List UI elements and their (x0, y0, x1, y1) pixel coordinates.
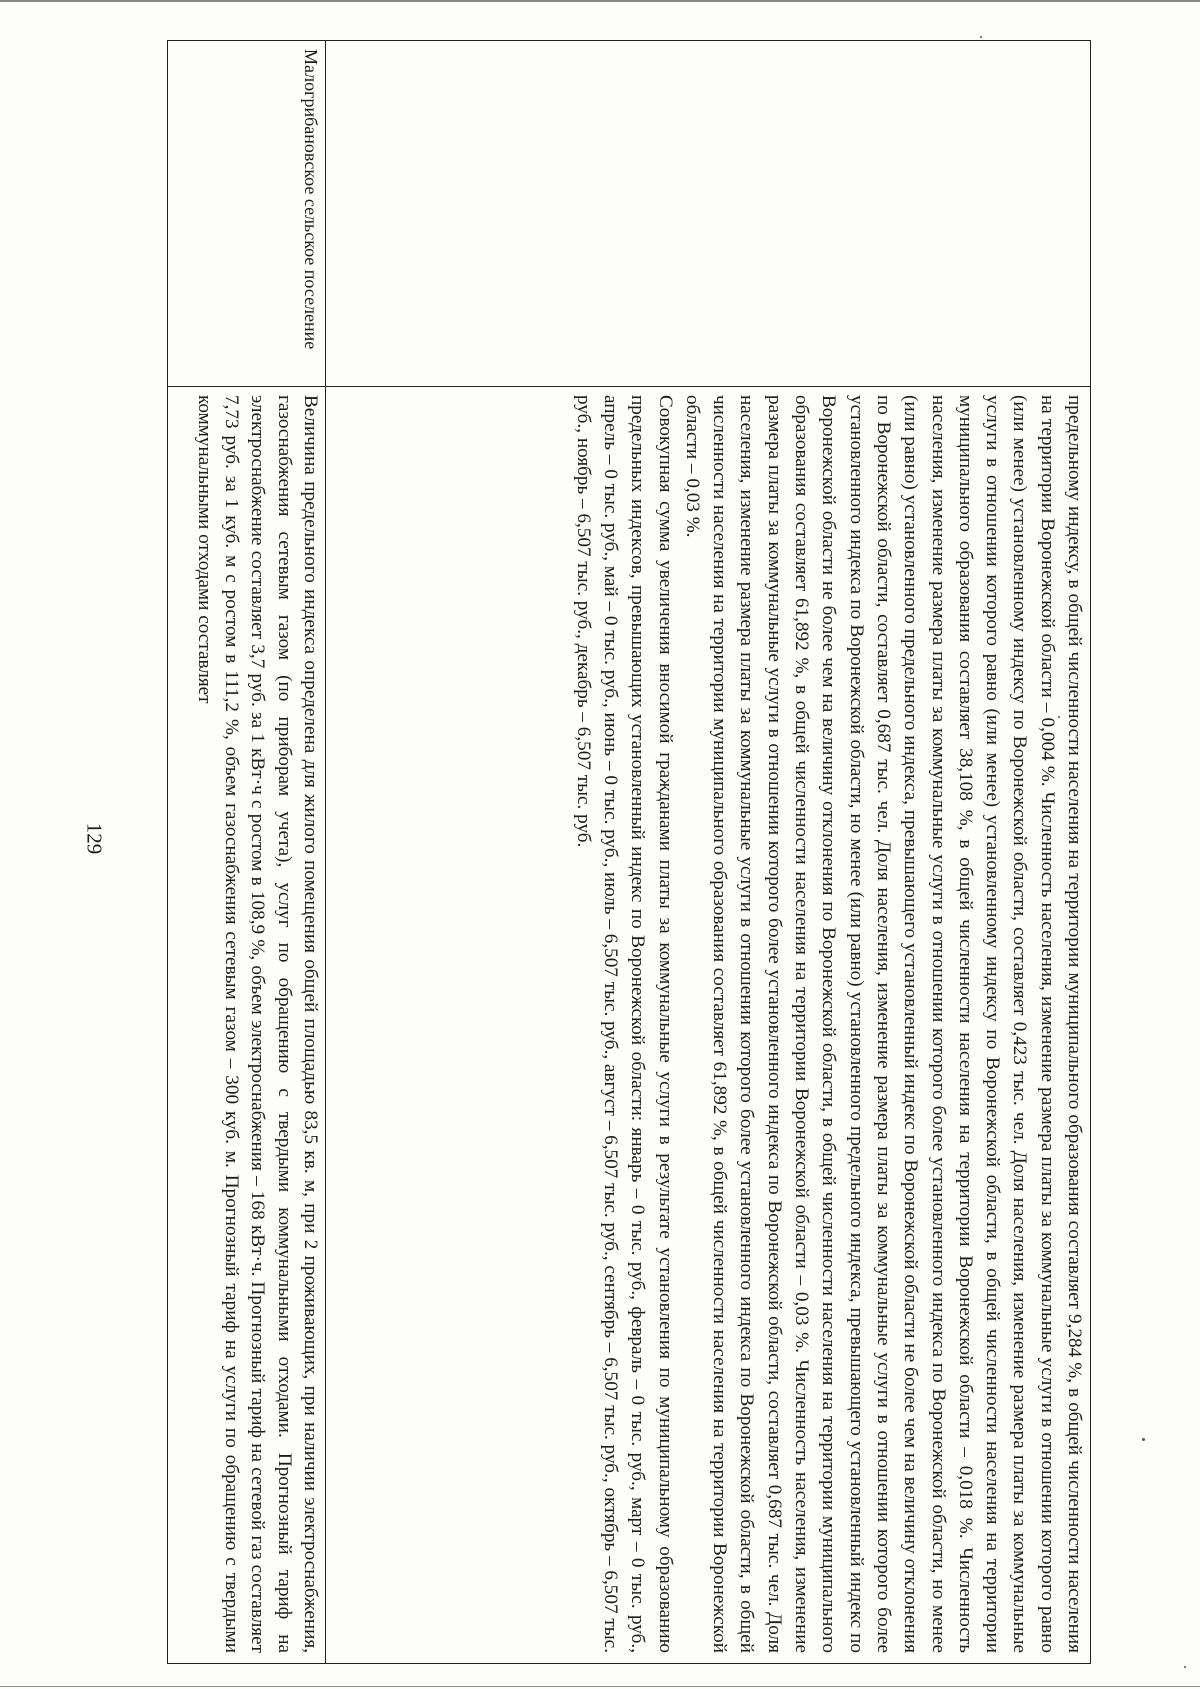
description-paragraph: Совокупная сумма увеличения вносимой гражданами платы за коммунальные услуги в результате установления по муниципальному образованию предельных индексов, превышающих установленный индекс по Воронежской области: январь – 0 тыс. руб., февраль – 0 тыс. руб., март – 0 тыс. руб., апрель – 0 тыс. руб., май – 0 тыс. руб., июнь – 0 тыс. руб., июль – 6,507 тыс. руб., август – 6,507 тыс. руб., сентябрь – 6,507 тыс. руб., октябрь – 6,507 тыс. руб., ноябрь – 6,507 тыс. руб., декабрь – 6,507 тыс. руб. (572, 395, 676, 1653)
table-row (168, 41, 325, 1663)
table-row (325, 41, 1090, 1663)
municipality-name-cell: Малогрибановское сельское поселение (168, 41, 325, 387)
scan-speck (980, 36, 982, 38)
description-cell (326, 387, 1090, 1663)
description-paragraph: предельному индексу, в общей численности населения на территории муниципального образования составляет 9,284 %, в общей численности населения на территории Воронежской области – 0,004 %. Численность населения, изменение размера платы за коммунальные услуги в отношении которого равно (или менее) установленному индексу по Воронежской области, составляет 0,423 тыс. чел. Доля населения, изменение размера платы за коммунальные услуги в отношении которого равно (или менее) установленному индексу по Воронежской области, в общей численности населения на территории муниципального образования составляет 38,108 %, в общей численности населения на территории Воронежской области – 0,018 %. Численность населения, изменение размера платы за коммунальные услуги в отношении которого более установленного индекса по Воронежской области, но менее (или равно) установленного предельного индекса, превышающего установленный индекс по Воронежской области не более чем на величину отклонения по Воронежской области, составляет 0,687 тыс. чел. Доля населения, изменение размера платы за коммунальные услуги в отношении которого более установленного индекса по Воронежской области, но менее (или равно) установленного предельного индекса, превышающего установленный индекс по Воронежской области не более чем на величину отклонения по Воронежской области, в общей численности населения на территории муниципального образования составляет 61,892 %, в общей численности населения на территории Воронежской области – 0,03 %. Численность населения, изменение размера платы за коммунальные услуги в отношении которого более установленного индекса по Воронежской области, составляет 0,687 тыс. чел. Доля населения, изменение размера платы за коммунальные услуги в отношении которого более установленного индекса по Воронежской области, в общей численности населения на территории муниципального образования составляет 61,892 %, в общей численности населения на территории Воронежской области – 0,03 %. (681, 395, 1085, 1653)
municipality-name-cell (326, 41, 1090, 387)
page-number: 129 (82, 822, 107, 855)
document-table (167, 40, 1091, 1664)
description-cell (168, 387, 325, 1663)
scan-edge-top (0, 0, 1200, 2)
scan-speck (1142, 1438, 1145, 1441)
description-paragraph: Величина предельного индекса определена для жилого помещения общей площадью 83,5 кв. м, при 2 проживающих, при наличии электроснабжения, газоснабжения сетевым газом (по приборам учета), услуг по обращению с твердыми коммунальными отходами. Прогнозный тариф на электроснабжение составляет 3,7 руб. за 1 кВт·ч с ростом в 108,9 %, объем электроснабжения – 168 кВт·ч. Прогнозный тариф на сетевой газ составляет 7,73 руб. за 1 куб. м с ростом в 111,2 %, объем газоснабжения сетевым газом – 300 куб. м. Прогнозный тариф на услуги по обращению с твердыми коммунальными отходами составляет (194, 395, 321, 1653)
scan-speck (1184, 1666, 1186, 1668)
rotated-page-content (167, 40, 1091, 1664)
scan-edge-bottom (0, 1686, 1200, 1687)
